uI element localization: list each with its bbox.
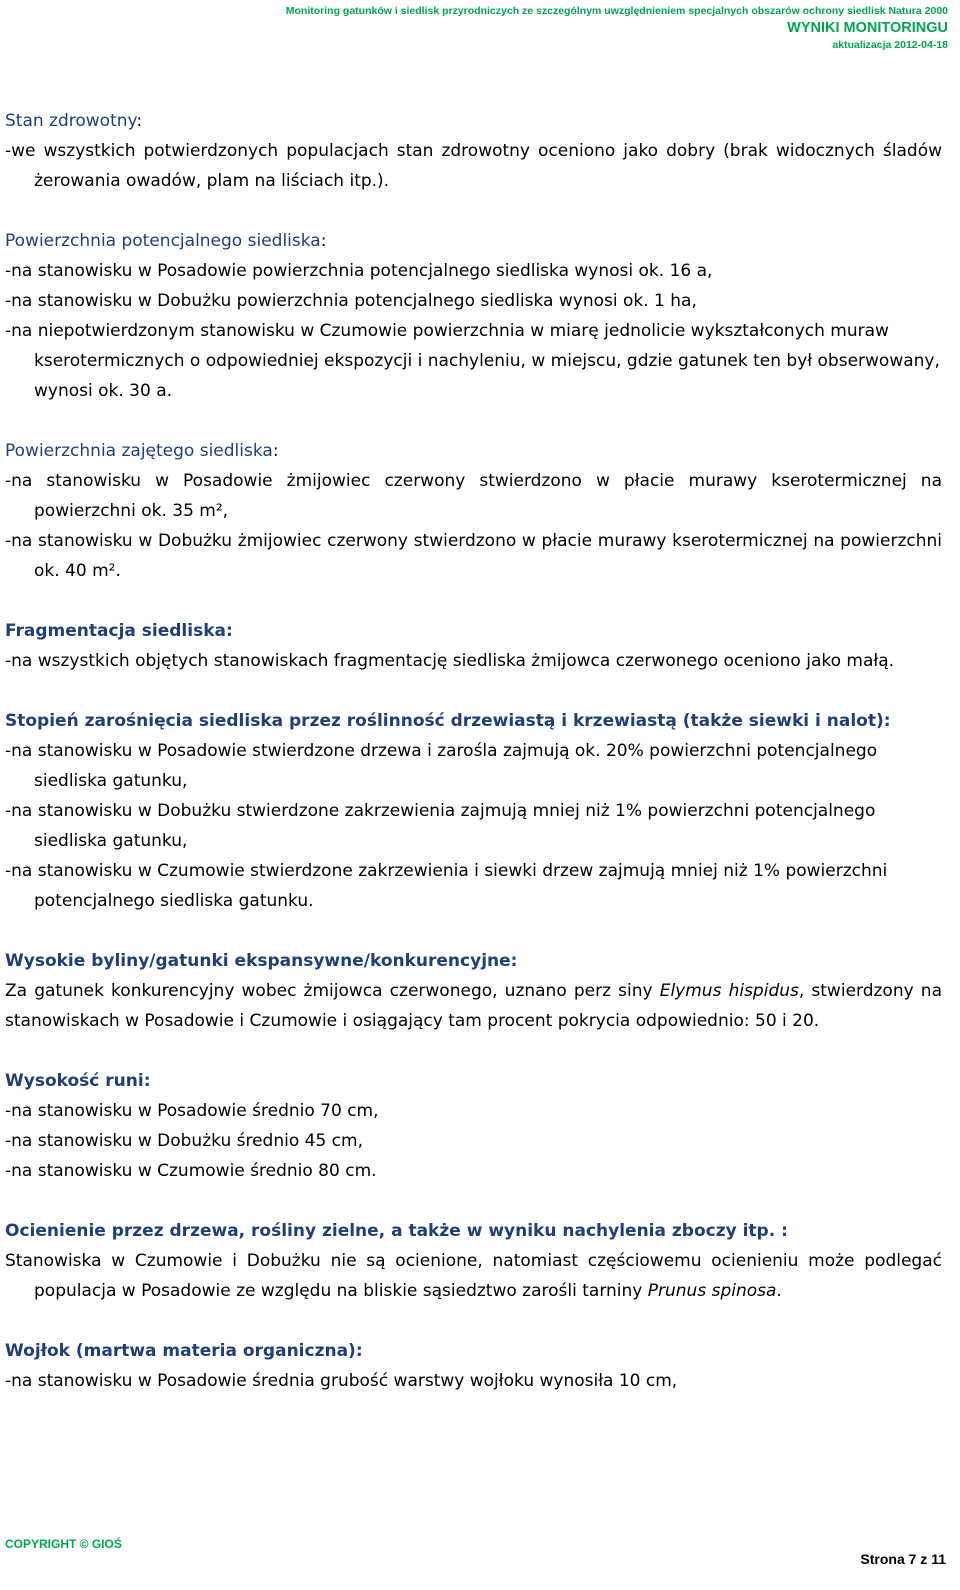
section-litter	[5, 1336, 942, 1396]
header-project-title: Monitoring gatunków i siedlisk przyrodniczych ze szczególnym uwzględnieniem specjalnych obszarów ochrony siedlisk Natura 2000	[285, 5, 948, 17]
list-item: -na stanowisku w Czumowie średnio 80 cm.	[5, 1161, 377, 1181]
list-item: -na stanowisku w Posadowie średnia grubość warstwy wojłoku wynosiła 10 cm,	[5, 1371, 678, 1391]
species-name: Prunus spinosa	[647, 1281, 777, 1301]
section-sward-height	[5, 1066, 942, 1186]
list-item: -na stanowisku w Dobużku stwierdzone zakrzewienia zajmują mniej niż 1% powierzchni potencjalnego siedliska gatunku,	[5, 801, 876, 851]
section-heading: Fragmentacja siedliska:	[5, 621, 233, 641]
paragraph	[5, 1246, 942, 1306]
page-header	[286, 4, 948, 52]
heading-text: Powierzchnia potencjalnego siedliska	[5, 231, 321, 251]
paragraph	[5, 976, 942, 1036]
footer-copyright: COPYRIGHT © GIOŚ	[5, 1537, 122, 1551]
heading-text: Powierzchnia zajętego siedliska	[5, 441, 273, 461]
paragraph-text: Za gatunek konkurencyjny wobec żmijowca czerwonego, uznano perz siny	[5, 981, 660, 1001]
list-item: -na stanowisku w Posadowie żmijowiec czerwony stwierdzono w płacie murawy kserotermicznej na powierzchni ok. 35 m²,	[5, 471, 942, 521]
list-item: -na stanowisku w Dobużku żmijowiec czerwony stwierdzono w płacie murawy kserotermicznej na powierzchni ok. 40 m².	[5, 531, 942, 581]
document-body	[5, 106, 942, 1426]
section-heading: Wojłok (martwa materia organiczna):	[5, 1341, 363, 1361]
list-item: -na stanowisku w Posadowie powierzchnia potencjalnego siedliska wynosi ok. 16 a,	[5, 261, 713, 281]
species-name: Elymus hispidus	[659, 981, 799, 1001]
list-item: -na stanowisku w Czumowie stwierdzone zakrzewienia i siewki drzew zajmują mniej niż 1% powierzchni potencjalnego siedliska gatunku.	[5, 861, 888, 911]
list-item: -we wszystkich potwierdzonych populacjach stan zdrowotny oceniono jako dobry (brak widocznych śladów żerowania owadów, plam na liściach itp.).	[5, 141, 942, 191]
list-item: -na stanowisku w Dobużku średnio 45 cm,	[5, 1131, 363, 1151]
section-overgrowth	[5, 706, 942, 916]
section-heading: Wysokość runi:	[5, 1071, 151, 1091]
list-item: -na stanowisku w Posadowie stwierdzone drzewa i zarośla zajmują ok. 20% powierzchni potencjalnego siedliska gatunku,	[5, 741, 878, 791]
paragraph-text: Stanowiska w Czumowie i Dobużku nie są ocienione, natomiast częściowemu ocienieniu może podlegać populacja w Posadowie ze względu na bliskie sąsiedztwo zarośli tarniny	[5, 1251, 942, 1301]
section-shading	[5, 1216, 942, 1306]
section-occupied-habitat-area	[5, 436, 942, 586]
section-heading: Stopień zarośnięcia siedliska przez roślinność drzewiastą i krzewiastą (także siewki i nalot):	[5, 711, 891, 731]
list-item: -na niepotwierdzonym stanowisku w Czumowie powierzchnia w miarę jednolicie wykształconych muraw kserotermicznych o odpowiedniej ekspozycji i nachyleniu, w miejscu, gdzie gatunek ten był obserwowany, wynosi ok. 30 a.	[5, 321, 940, 401]
section-health-status	[5, 106, 942, 196]
list-item: -na wszystkich objętych stanowiskach fragmentację siedliska żmijowca czerwonego oceniono jako małą.	[5, 651, 895, 671]
paragraph-text: .	[776, 1281, 782, 1301]
section-heading: Ocienienie przez drzewa, rośliny zielne, a także w wyniku nachylenia zboczy itp. :	[5, 1221, 788, 1241]
paragraph-text: , stwierdzony na stanowiskach w Posadowie i Czumowie i osiągający tam procent pokrycia odpowiednio: 50 i 20.	[5, 981, 942, 1031]
section-heading	[5, 436, 942, 466]
heading-colon: :	[136, 111, 143, 131]
footer-page-number: Strona 7 z 11	[860, 1551, 946, 1567]
section-heading	[5, 226, 942, 256]
section-competitive-species	[5, 946, 942, 1036]
list-item: -na stanowisku w Dobużku powierzchnia potencjalnego siedliska wynosi ok. 1 ha,	[5, 291, 697, 311]
heading-colon: :	[320, 231, 327, 251]
section-heading: Wysokie byliny/gatunki ekspansywne/konkurencyjne:	[5, 951, 518, 971]
section-heading	[5, 106, 942, 136]
section-potential-habitat-area	[5, 226, 942, 406]
list-item: -na stanowisku w Posadowie średnio 70 cm,	[5, 1101, 379, 1121]
heading-colon: :	[272, 441, 279, 461]
heading-text: Stan zdrowotny	[5, 111, 137, 131]
header-update-date: aktualizacja 2012-04-18	[832, 39, 948, 51]
header-results-title: WYNIKI MONITORINGU	[787, 20, 948, 36]
section-habitat-fragmentation	[5, 616, 942, 676]
